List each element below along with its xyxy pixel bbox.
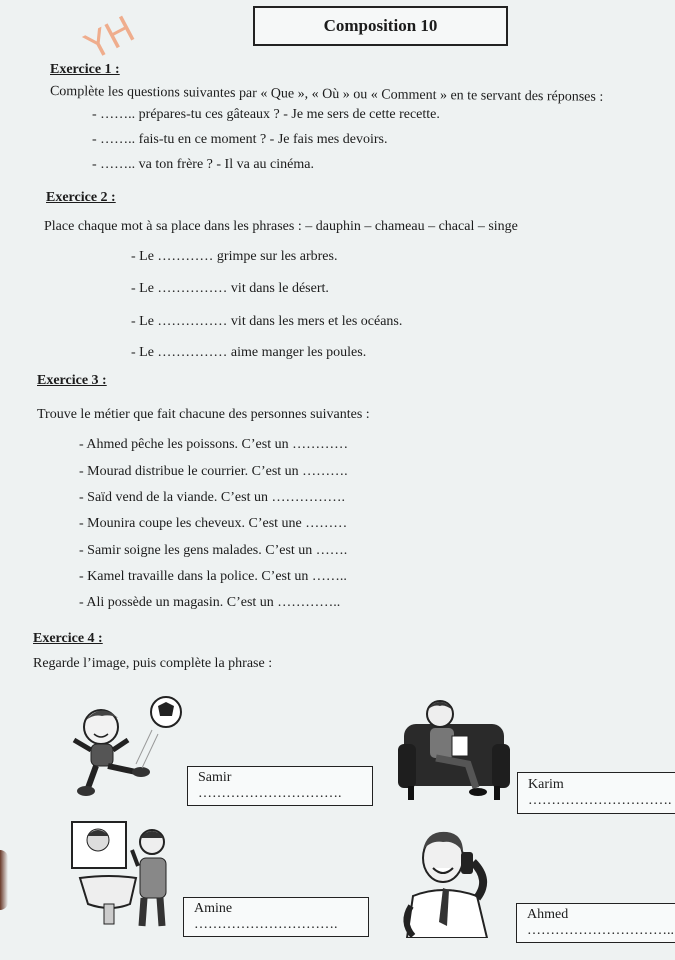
man-on-phone-image [397, 826, 509, 938]
exercise-3-item: - Ahmed pêche les poissons. C’est un ………… [79, 437, 349, 452]
exercise-3-item: - Kamel travaille dans la police. C’est un …….. [79, 569, 347, 584]
exercise-1-item: - …….. va ton frère ? - Il va au cinéma. [92, 157, 314, 172]
ahmed-answer-field[interactable]: Ahmed ………………………….. [516, 903, 675, 943]
exercise-1-instruction: Complète les questions suivantes par « Que », « Où » ou « Comment » en te servant des réponses : [49, 84, 604, 105]
exercise-3-instruction: Trouve le métier que fait chacune des personnes suivantes : [37, 407, 370, 422]
exercise-1-item: - …….. prépares-tu ces gâteaux ? - Je me sers de cette recette. [92, 107, 440, 122]
exercise-3-item: - Saïd vend de la viande. C’est un ……………. [79, 490, 345, 505]
exercise-3-item: - Ali possède un magasin. C’est un ………….. [79, 595, 341, 610]
exercise-2-item: - Le ………… grimpe sur les arbres. [131, 249, 338, 264]
exercise-3-item: - Mourad distribue le courrier. C’est un ………. [79, 464, 348, 479]
exercise-3-heading: Exercice 3 : [37, 373, 107, 388]
exercise-2-item: - Le …………… vit dans les mers et les océans. [131, 314, 403, 329]
exercise-1-item: - …….. fais-tu en ce moment ? - Je fais mes devoirs. [92, 132, 388, 147]
watermark-logo: YH [79, 8, 142, 69]
exercise-2-instruction: Place chaque mot à sa place dans les phrases : – dauphin – chameau – chacal – singe [44, 219, 518, 234]
exercise-4-heading: Exercice 4 : [33, 631, 103, 646]
exercise-2-heading: Exercice 2 : [46, 190, 116, 205]
exercise-1-heading: Exercice 1 : [50, 62, 120, 77]
exercise-4-instruction: Regarde l’image, puis complète la phrase : [33, 656, 273, 671]
exercise-2-item: - Le …………… aime manger les poules. [131, 345, 367, 360]
exercise-3-item: - Mounira coupe les cheveux. C’est une ……… [79, 516, 348, 531]
karim-answer-field[interactable]: Karim …………………………. [517, 772, 675, 814]
boys-brushing-teeth-image [70, 820, 182, 932]
page-title: Composition 10 [253, 6, 508, 46]
samir-answer-field[interactable]: Samir …………………………. [187, 766, 373, 806]
page-edge-shadow [0, 850, 8, 910]
exercise-2-item: - Le …………… vit dans le désert. [131, 281, 329, 296]
boy-reading-on-sofa-image [398, 692, 510, 804]
exercise-3-item: - Samir soigne les gens malades. C’est un ……. [79, 543, 348, 558]
amine-answer-field[interactable]: Amine …………………………. [183, 897, 369, 937]
boy-kicking-ball-image [66, 692, 186, 800]
